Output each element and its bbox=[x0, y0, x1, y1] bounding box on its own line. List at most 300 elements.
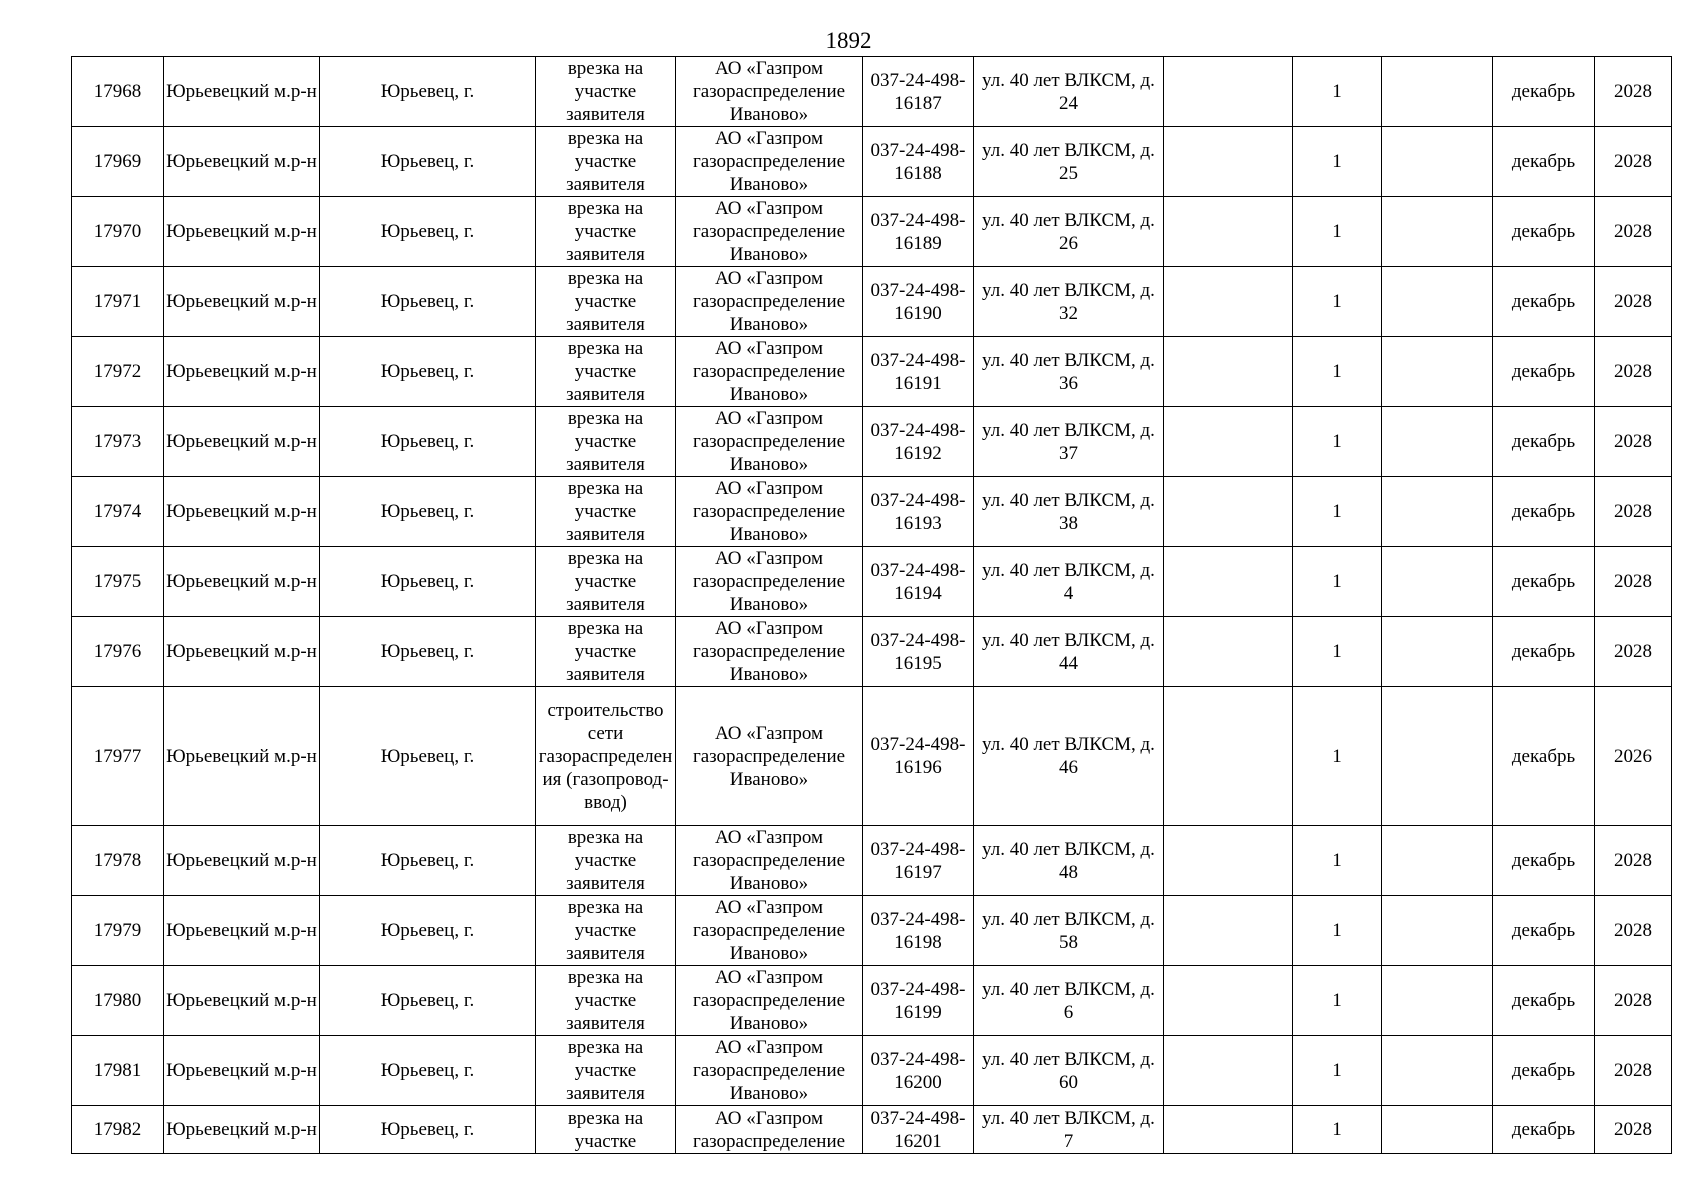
year-cell-text: 2028 bbox=[1614, 81, 1652, 102]
row-number-text: 17976 bbox=[93, 641, 142, 662]
year-cell bbox=[1595, 966, 1672, 1036]
address-cell-text: ул. 40 лет ВЛКСМ, д. 6 bbox=[982, 978, 1155, 1023]
row-number-text: 17982 bbox=[93, 1119, 142, 1140]
locality-cell bbox=[320, 57, 536, 127]
row-number bbox=[72, 617, 164, 687]
empty-cell bbox=[1164, 547, 1293, 617]
locality-cell-text: Юрьевец, г. bbox=[380, 920, 475, 941]
work-type-cell bbox=[536, 57, 676, 127]
organization-cell bbox=[676, 477, 863, 547]
table-row bbox=[72, 1036, 1672, 1106]
work-type-cell-text: врезка на участке заявителя bbox=[566, 827, 645, 894]
quantity-cell-text: 1 bbox=[1332, 431, 1342, 452]
request-code-cell-text: 037-24-498-16189 bbox=[870, 209, 966, 254]
address-cell bbox=[974, 477, 1164, 547]
locality-cell-text: Юрьевец, г. bbox=[380, 990, 475, 1011]
month-cell-text: декабрь bbox=[1511, 571, 1576, 592]
year-cell-text: 2028 bbox=[1614, 1060, 1652, 1081]
request-code-cell bbox=[863, 1036, 974, 1106]
empty-cell bbox=[1382, 1106, 1493, 1154]
empty-cell bbox=[1382, 57, 1493, 127]
organization-cell bbox=[676, 267, 863, 337]
quantity-cell-text: 1 bbox=[1332, 361, 1342, 382]
organization-cell-text: АО «Газпром газораспределение Иваново» bbox=[692, 408, 846, 475]
year-cell bbox=[1595, 617, 1672, 687]
locality-cell bbox=[320, 127, 536, 197]
quantity-cell-text: 1 bbox=[1332, 81, 1342, 102]
organization-cell bbox=[676, 617, 863, 687]
row-number-text: 17975 bbox=[93, 571, 142, 592]
district-cell bbox=[164, 57, 320, 127]
work-type-cell-text: врезка на участке заявителя bbox=[566, 618, 645, 685]
locality-cell-text: Юрьевец, г. bbox=[380, 571, 475, 592]
locality-cell-text: Юрьевец, г. bbox=[380, 361, 475, 382]
row-number-text: 17969 bbox=[93, 151, 142, 172]
month-cell bbox=[1493, 407, 1595, 477]
month-cell bbox=[1493, 57, 1595, 127]
district-cell-text: Юрьевецкий м.р-н bbox=[166, 1119, 317, 1140]
month-cell bbox=[1493, 547, 1595, 617]
district-cell-text: Юрьевецкий м.р-н bbox=[166, 361, 317, 382]
request-code-cell bbox=[863, 826, 974, 896]
quantity-cell-text: 1 bbox=[1332, 151, 1342, 172]
month-cell-text: декабрь bbox=[1511, 221, 1576, 242]
request-code-cell bbox=[863, 896, 974, 966]
month-cell bbox=[1493, 966, 1595, 1036]
work-type-cell bbox=[536, 267, 676, 337]
quantity-cell bbox=[1293, 57, 1382, 127]
district-cell bbox=[164, 127, 320, 197]
month-cell-text: декабрь bbox=[1511, 850, 1576, 871]
locality-cell bbox=[320, 477, 536, 547]
work-type-cell bbox=[536, 617, 676, 687]
organization-cell-text: АО «Газпром газораспределение Иваново» bbox=[692, 128, 846, 195]
table-row bbox=[72, 57, 1672, 127]
locality-cell bbox=[320, 267, 536, 337]
empty-cell bbox=[1382, 896, 1493, 966]
year-cell bbox=[1595, 407, 1672, 477]
empty-cell bbox=[1382, 547, 1493, 617]
month-cell bbox=[1493, 1106, 1595, 1154]
organization-cell bbox=[676, 896, 863, 966]
year-cell bbox=[1595, 267, 1672, 337]
organization-cell-text: АО «Газпром газораспределение Иваново» bbox=[692, 827, 846, 894]
month-cell-text: декабрь bbox=[1511, 431, 1576, 452]
work-type-cell-text: врезка на участке заявителя bbox=[566, 897, 645, 964]
organization-cell bbox=[676, 826, 863, 896]
row-number bbox=[72, 197, 164, 267]
work-type-cell-text: врезка на участке заявителя bbox=[566, 408, 645, 475]
empty-cell bbox=[1382, 687, 1493, 826]
quantity-cell bbox=[1293, 687, 1382, 826]
empty-cell bbox=[1164, 337, 1293, 407]
locality-cell bbox=[320, 337, 536, 407]
quantity-cell-text: 1 bbox=[1332, 850, 1342, 871]
work-type-cell-text: врезка на участке заявителя bbox=[566, 548, 645, 615]
quantity-cell bbox=[1293, 617, 1382, 687]
locality-cell bbox=[320, 687, 536, 826]
year-cell bbox=[1595, 826, 1672, 896]
request-code-cell bbox=[863, 57, 974, 127]
address-cell bbox=[974, 197, 1164, 267]
year-cell-text: 2028 bbox=[1614, 990, 1652, 1011]
locality-cell-text: Юрьевец, г. bbox=[380, 641, 475, 662]
empty-cell bbox=[1382, 127, 1493, 197]
row-number bbox=[72, 57, 164, 127]
empty-cell bbox=[1382, 267, 1493, 337]
address-cell bbox=[974, 337, 1164, 407]
district-cell-text: Юрьевецкий м.р-н bbox=[166, 850, 317, 871]
address-cell bbox=[974, 57, 1164, 127]
row-number bbox=[72, 1036, 164, 1106]
request-code-cell-text: 037-24-498-16195 bbox=[870, 629, 966, 674]
empty-cell bbox=[1164, 477, 1293, 547]
locality-cell bbox=[320, 966, 536, 1036]
address-cell-text: ул. 40 лет ВЛКСМ, д. 48 bbox=[982, 838, 1155, 883]
year-cell bbox=[1595, 547, 1672, 617]
month-cell-text: декабрь bbox=[1511, 291, 1576, 312]
district-cell bbox=[164, 407, 320, 477]
empty-cell bbox=[1164, 896, 1293, 966]
row-number-text: 17972 bbox=[93, 361, 142, 382]
locality-cell-text: Юрьевец, г. bbox=[380, 1119, 475, 1140]
locality-cell bbox=[320, 617, 536, 687]
request-code-cell-text: 037-24-498-16200 bbox=[870, 1048, 966, 1093]
year-cell bbox=[1595, 1036, 1672, 1106]
address-cell-text: ул. 40 лет ВЛКСМ, д. 44 bbox=[982, 629, 1155, 674]
district-cell bbox=[164, 896, 320, 966]
organization-cell bbox=[676, 547, 863, 617]
address-cell-text: ул. 40 лет ВЛКСМ, д. 46 bbox=[982, 734, 1155, 778]
request-code-cell-text: 037-24-498-16199 bbox=[870, 978, 966, 1023]
district-cell-text: Юрьевецкий м.р-н bbox=[166, 431, 317, 452]
quantity-cell-text: 1 bbox=[1332, 1119, 1342, 1140]
request-code-cell bbox=[863, 197, 974, 267]
empty-cell bbox=[1164, 826, 1293, 896]
work-type-cell bbox=[536, 1036, 676, 1106]
quantity-cell-text: 1 bbox=[1332, 221, 1342, 242]
work-type-cell-text: врезка на участке заявителя bbox=[566, 338, 645, 405]
work-type-cell bbox=[536, 547, 676, 617]
month-cell bbox=[1493, 197, 1595, 267]
address-cell bbox=[974, 1106, 1164, 1154]
organization-cell-text: АО «Газпром газораспределение Иваново» bbox=[692, 967, 846, 1034]
locality-cell-text: Юрьевец, г. bbox=[380, 431, 475, 452]
month-cell bbox=[1493, 617, 1595, 687]
district-cell-text: Юрьевецкий м.р-н bbox=[166, 501, 317, 522]
table-row bbox=[72, 267, 1672, 337]
row-number-text: 17980 bbox=[93, 990, 142, 1011]
request-code-cell bbox=[863, 127, 974, 197]
year-cell-text: 2028 bbox=[1614, 641, 1652, 662]
organization-cell bbox=[676, 687, 863, 826]
quantity-cell bbox=[1293, 547, 1382, 617]
address-cell bbox=[974, 617, 1164, 687]
work-type-cell-text: врезка на участке заявителя bbox=[566, 1037, 645, 1104]
row-number-text: 17979 bbox=[93, 920, 142, 941]
district-cell-text: Юрьевецкий м.р-н bbox=[166, 745, 317, 767]
row-number bbox=[72, 966, 164, 1036]
organization-cell bbox=[676, 1036, 863, 1106]
table-row bbox=[72, 337, 1672, 407]
address-cell-text: ул. 40 лет ВЛКСМ, д. 7 bbox=[982, 1107, 1155, 1152]
month-cell bbox=[1493, 826, 1595, 896]
locality-cell bbox=[320, 547, 536, 617]
organization-cell bbox=[676, 966, 863, 1036]
year-cell-text: 2028 bbox=[1614, 850, 1652, 871]
table-row bbox=[72, 477, 1672, 547]
district-cell-text: Юрьевецкий м.р-н bbox=[166, 221, 317, 242]
address-cell-text: ул. 40 лет ВЛКСМ, д. 4 bbox=[982, 559, 1155, 604]
request-code-cell-text: 037-24-498-16188 bbox=[870, 139, 966, 184]
row-number bbox=[72, 687, 164, 826]
locality-cell bbox=[320, 1036, 536, 1106]
quantity-cell bbox=[1293, 1036, 1382, 1106]
work-type-cell bbox=[536, 687, 676, 826]
row-number bbox=[72, 1106, 164, 1154]
organization-cell bbox=[676, 57, 863, 127]
quantity-cell bbox=[1293, 966, 1382, 1036]
address-cell-text: ул. 40 лет ВЛКСМ, д. 24 bbox=[982, 69, 1155, 114]
district-cell-text: Юрьевецкий м.р-н bbox=[166, 571, 317, 592]
address-cell bbox=[974, 896, 1164, 966]
locality-cell bbox=[320, 197, 536, 267]
quantity-cell bbox=[1293, 1106, 1382, 1154]
district-cell bbox=[164, 617, 320, 687]
table-row bbox=[72, 547, 1672, 617]
work-type-cell bbox=[536, 127, 676, 197]
request-code-cell-text: 037-24-498-16197 bbox=[870, 838, 966, 883]
locality-cell bbox=[320, 826, 536, 896]
work-type-cell bbox=[536, 197, 676, 267]
address-cell-text: ул. 40 лет ВЛКСМ, д. 26 bbox=[982, 209, 1155, 254]
request-code-cell bbox=[863, 966, 974, 1036]
district-cell-text: Юрьевецкий м.р-н bbox=[166, 81, 317, 102]
schedule-grid bbox=[71, 56, 1672, 1154]
request-code-cell-text: 037-24-498-16196 bbox=[870, 734, 966, 778]
table-row bbox=[72, 826, 1672, 896]
district-cell bbox=[164, 197, 320, 267]
month-cell bbox=[1493, 687, 1595, 826]
organization-cell-text: АО «Газпром газораспределение Иваново» bbox=[692, 338, 846, 405]
district-cell-text: Юрьевецкий м.р-н bbox=[166, 641, 317, 662]
quantity-cell-text: 1 bbox=[1332, 501, 1342, 522]
empty-cell bbox=[1382, 337, 1493, 407]
row-number bbox=[72, 267, 164, 337]
request-code-cell bbox=[863, 267, 974, 337]
work-type-cell-text: врезка на участке заявителя bbox=[566, 967, 645, 1034]
row-number bbox=[72, 826, 164, 896]
request-code-cell bbox=[863, 547, 974, 617]
district-cell bbox=[164, 826, 320, 896]
row-number bbox=[72, 127, 164, 197]
empty-cell bbox=[1382, 407, 1493, 477]
work-type-cell-text: врезка на участке заявителя bbox=[566, 128, 645, 195]
year-cell-text: 2028 bbox=[1614, 221, 1652, 242]
quantity-cell bbox=[1293, 337, 1382, 407]
address-cell-text: ул. 40 лет ВЛКСМ, д. 60 bbox=[982, 1048, 1155, 1093]
address-cell-text: ул. 40 лет ВЛКСМ, д. 32 bbox=[982, 279, 1155, 324]
district-cell bbox=[164, 1106, 320, 1154]
month-cell bbox=[1493, 267, 1595, 337]
locality-cell-text: Юрьевец, г. bbox=[380, 501, 475, 522]
month-cell bbox=[1493, 337, 1595, 407]
request-code-cell bbox=[863, 687, 974, 826]
quantity-cell-text: 1 bbox=[1332, 745, 1342, 767]
organization-cell-text: АО «Газпром газораспределение Иваново» bbox=[692, 897, 846, 964]
year-cell-text: 2028 bbox=[1614, 1119, 1652, 1140]
year-cell-text: 2028 bbox=[1614, 501, 1652, 522]
year-cell bbox=[1595, 477, 1672, 547]
address-cell bbox=[974, 1036, 1164, 1106]
row-number-text: 17974 bbox=[93, 501, 142, 522]
month-cell-text: декабрь bbox=[1511, 920, 1576, 941]
month-cell-text: декабрь bbox=[1511, 1119, 1576, 1140]
request-code-cell-text: 037-24-498-16192 bbox=[870, 419, 966, 464]
district-cell bbox=[164, 687, 320, 826]
organization-cell-text: АО «Газпром газораспределение Иваново» bbox=[692, 618, 846, 685]
address-cell-text: ул. 40 лет ВЛКСМ, д. 25 bbox=[982, 139, 1155, 184]
address-cell bbox=[974, 267, 1164, 337]
request-code-cell-text: 037-24-498-16191 bbox=[870, 349, 966, 394]
work-type-cell bbox=[536, 966, 676, 1036]
quantity-cell bbox=[1293, 896, 1382, 966]
work-type-cell bbox=[536, 826, 676, 896]
table-row bbox=[72, 896, 1672, 966]
address-cell-text: ул. 40 лет ВЛКСМ, д. 37 bbox=[982, 419, 1155, 464]
work-type-cell-text: врезка на участке заявителя bbox=[566, 58, 645, 125]
work-type-cell-text: врезка на участке заявителя bbox=[566, 198, 645, 265]
year-cell-text: 2026 bbox=[1614, 745, 1652, 767]
empty-cell bbox=[1164, 1106, 1293, 1154]
district-cell-text: Юрьевецкий м.р-н bbox=[166, 291, 317, 312]
table-row bbox=[72, 687, 1672, 826]
quantity-cell bbox=[1293, 197, 1382, 267]
request-code-cell-text: 037-24-498-16201 bbox=[870, 1107, 966, 1152]
address-cell-text: ул. 40 лет ВЛКСМ, д. 58 bbox=[982, 908, 1155, 953]
empty-cell bbox=[1382, 966, 1493, 1036]
work-type-cell bbox=[536, 477, 676, 547]
locality-cell-text: Юрьевец, г. bbox=[380, 291, 475, 312]
year-cell bbox=[1595, 57, 1672, 127]
address-cell bbox=[974, 966, 1164, 1036]
request-code-cell bbox=[863, 407, 974, 477]
table-row bbox=[72, 1106, 1672, 1154]
quantity-cell bbox=[1293, 407, 1382, 477]
request-code-cell-text: 037-24-498-16193 bbox=[870, 489, 966, 534]
address-cell bbox=[974, 826, 1164, 896]
empty-cell bbox=[1164, 197, 1293, 267]
district-cell bbox=[164, 337, 320, 407]
quantity-cell-text: 1 bbox=[1332, 920, 1342, 941]
organization-cell bbox=[676, 1106, 863, 1154]
row-number bbox=[72, 337, 164, 407]
year-cell-text: 2028 bbox=[1614, 920, 1652, 941]
address-cell bbox=[974, 127, 1164, 197]
locality-cell-text: Юрьевец, г. bbox=[380, 81, 475, 102]
table-row bbox=[72, 197, 1672, 267]
table-row bbox=[72, 127, 1672, 197]
organization-cell-text: АО «Газпром газораспределение Иваново» bbox=[692, 58, 846, 125]
row-number bbox=[72, 896, 164, 966]
district-cell-text: Юрьевецкий м.р-н bbox=[166, 920, 317, 941]
address-cell-text: ул. 40 лет ВЛКСМ, д. 36 bbox=[982, 349, 1155, 394]
address-cell-text: ул. 40 лет ВЛКСМ, д. 38 bbox=[982, 489, 1155, 534]
organization-cell bbox=[676, 127, 863, 197]
district-cell-text: Юрьевецкий м.р-н bbox=[166, 990, 317, 1011]
district-cell-text: Юрьевецкий м.р-н bbox=[166, 151, 317, 172]
district-cell bbox=[164, 966, 320, 1036]
month-cell-text: декабрь bbox=[1511, 361, 1576, 382]
month-cell-text: декабрь bbox=[1511, 151, 1576, 172]
locality-cell bbox=[320, 1106, 536, 1154]
locality-cell-text: Юрьевец, г. bbox=[380, 221, 475, 242]
quantity-cell bbox=[1293, 826, 1382, 896]
work-type-cell-text: врезка на участке заявителя bbox=[566, 268, 645, 335]
month-cell bbox=[1493, 1036, 1595, 1106]
month-cell-text: декабрь bbox=[1511, 81, 1576, 102]
quantity-cell-text: 1 bbox=[1332, 990, 1342, 1011]
address-cell bbox=[974, 687, 1164, 826]
organization-cell-text: АО «Газпром газораспределение Иваново» bbox=[692, 722, 846, 790]
district-cell bbox=[164, 547, 320, 617]
page-number: 1892 bbox=[825, 28, 872, 53]
locality-cell bbox=[320, 896, 536, 966]
table-row bbox=[72, 407, 1672, 477]
empty-cell bbox=[1164, 57, 1293, 127]
month-cell bbox=[1493, 477, 1595, 547]
empty-cell bbox=[1382, 197, 1493, 267]
table-row bbox=[72, 966, 1672, 1036]
empty-cell bbox=[1164, 267, 1293, 337]
row-number-text: 17971 bbox=[93, 291, 142, 312]
organization-cell bbox=[676, 197, 863, 267]
row-number-text: 17978 bbox=[93, 850, 142, 871]
request-code-cell-text: 037-24-498-16198 bbox=[870, 908, 966, 953]
work-type-cell bbox=[536, 1106, 676, 1154]
row-number-text: 17973 bbox=[93, 431, 142, 452]
year-cell bbox=[1595, 337, 1672, 407]
empty-cell bbox=[1164, 127, 1293, 197]
address-cell bbox=[974, 407, 1164, 477]
organization-cell-text: АО «Газпром газораспределение Иваново» bbox=[692, 548, 846, 615]
empty-cell bbox=[1164, 1036, 1293, 1106]
locality-cell bbox=[320, 407, 536, 477]
year-cell bbox=[1595, 197, 1672, 267]
organization-cell-text: АО «Газпром газораспределение bbox=[692, 1107, 846, 1152]
quantity-cell bbox=[1293, 127, 1382, 197]
quantity-cell bbox=[1293, 267, 1382, 337]
month-cell-text: декабрь bbox=[1511, 641, 1576, 662]
address-cell bbox=[974, 547, 1164, 617]
month-cell bbox=[1493, 896, 1595, 966]
locality-cell-text: Юрьевец, г. bbox=[380, 151, 475, 172]
quantity-cell bbox=[1293, 477, 1382, 547]
month-cell-text: декабрь bbox=[1511, 990, 1576, 1011]
empty-cell bbox=[1164, 617, 1293, 687]
organization-cell-text: АО «Газпром газораспределение Иваново» bbox=[692, 478, 846, 545]
table-row bbox=[72, 617, 1672, 687]
request-code-cell bbox=[863, 477, 974, 547]
work-type-cell bbox=[536, 407, 676, 477]
year-cell bbox=[1595, 1106, 1672, 1154]
locality-cell-text: Юрьевец, г. bbox=[380, 850, 475, 871]
district-cell bbox=[164, 477, 320, 547]
empty-cell bbox=[1164, 966, 1293, 1036]
year-cell-text: 2028 bbox=[1614, 151, 1652, 172]
month-cell-text: декабрь bbox=[1511, 1060, 1576, 1081]
locality-cell-text: Юрьевец, г. bbox=[380, 1060, 475, 1081]
